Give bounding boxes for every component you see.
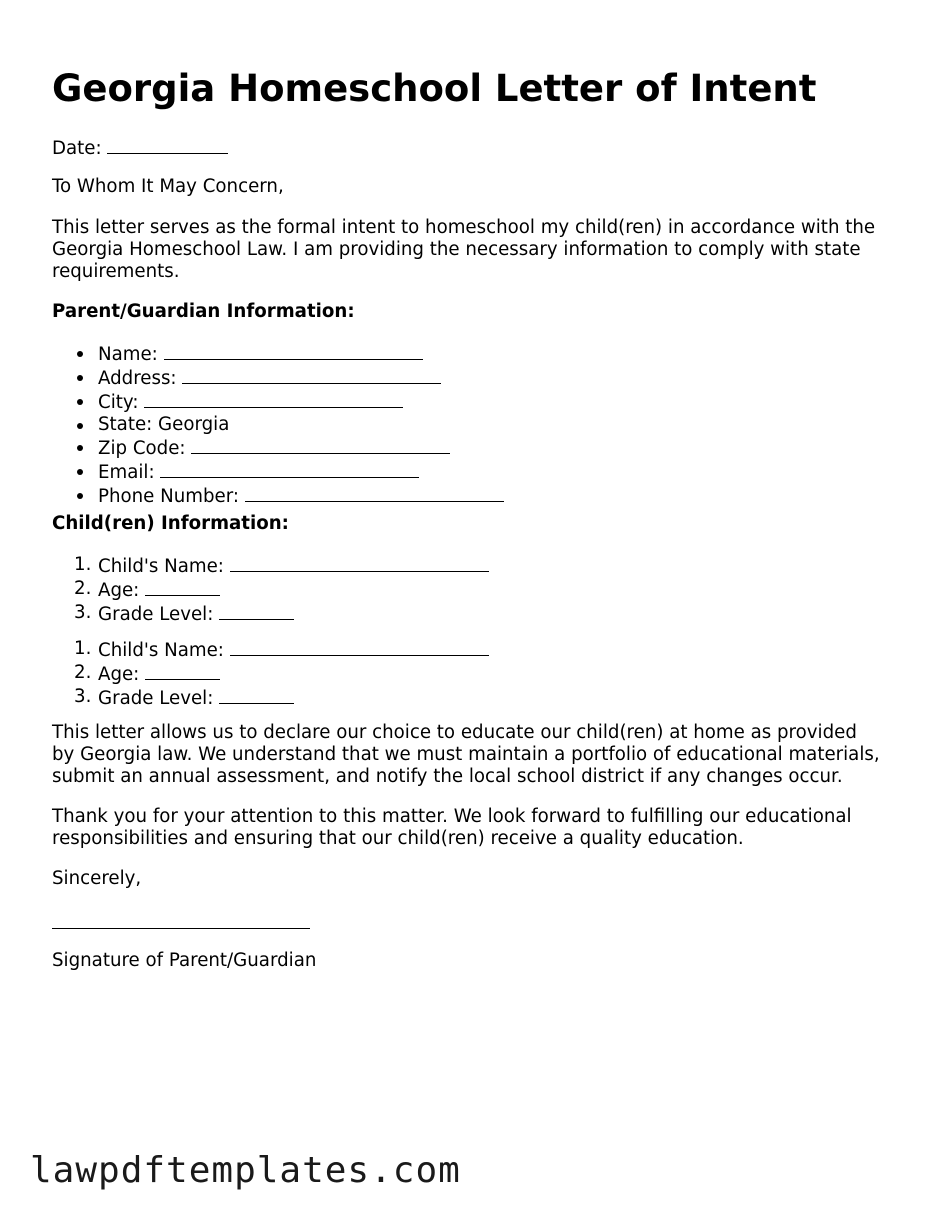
children-section-heading: Child(ren) Information: [52, 513, 289, 534]
list-item-state [52, 414, 504, 436]
item-label: City: [98, 392, 139, 413]
thanks-line: Thank you for your attention to this matter. We look forward to fulfilling our educational [52, 806, 852, 827]
item-label: Phone Number: [98, 486, 239, 507]
child-grade-blank [219, 686, 294, 704]
list-item-city [52, 390, 504, 414]
list-item-phone [52, 484, 504, 508]
list-item-address [52, 366, 504, 390]
item-label: Grade Level: [98, 604, 214, 625]
item-label: Zip Code: [98, 438, 186, 459]
declaration-line: This letter allows us to declare our choice to educate our child(ren) at home as provided [52, 722, 857, 743]
city-blank [144, 390, 403, 408]
email-blank [160, 460, 419, 478]
parent-info-list [52, 342, 504, 508]
declaration-line: by Georgia law. We understand that we must maintain a portfolio of educational materials, [52, 744, 880, 765]
list-item-child-grade [52, 686, 489, 710]
intro-line: requirements. [52, 261, 180, 282]
list-item-child-age [52, 662, 489, 686]
list-item-child-name [52, 638, 489, 662]
date-label: Date: [52, 138, 102, 159]
child-name-blank [230, 638, 489, 656]
child-info-list-1 [52, 554, 489, 626]
item-label: Child's Name: [98, 556, 224, 577]
item-label: Child's Name: [98, 640, 224, 661]
date-blank [107, 136, 228, 154]
item-label: Address: [98, 368, 177, 389]
child-age-blank [145, 662, 220, 680]
item-number: 2. [74, 662, 92, 683]
child-name-blank [230, 554, 489, 572]
intro-line: Georgia Homeschool Law. I am providing the necessary information to comply with state [52, 239, 861, 260]
signature-line [52, 910, 310, 929]
declaration-paragraph [52, 722, 902, 788]
item-label: Age: [98, 580, 140, 601]
salutation: To Whom It May Concern, [52, 176, 284, 197]
item-number: 3. [74, 686, 92, 707]
signature-label: Signature of Parent/Guardian [52, 950, 317, 971]
list-item-child-name [52, 554, 489, 578]
zip-blank [191, 436, 450, 454]
item-label: Email: [98, 462, 155, 483]
thanks-paragraph [52, 806, 902, 850]
list-item-name [52, 342, 504, 366]
child-grade-blank [219, 602, 294, 620]
child-age-blank [145, 578, 220, 596]
item-label: Name: [98, 344, 158, 365]
thanks-line: responsibilities and ensuring that our child(ren) receive a quality education. [52, 828, 744, 849]
list-item-zip [52, 436, 504, 460]
intro-line: This letter serves as the formal intent to homeschool my child(ren) in accordance with the [52, 217, 876, 238]
list-item-child-grade [52, 602, 489, 626]
page-title: Georgia Homeschool Letter of Intent [52, 67, 817, 110]
item-number: 2. [74, 578, 92, 599]
item-number: 1. [74, 638, 92, 659]
item-label: Age: [98, 664, 140, 685]
list-item-email [52, 460, 504, 484]
watermark-text: lawpdftemplates.com [30, 1150, 461, 1191]
item-number: 3. [74, 602, 92, 623]
child-info-list-2 [52, 638, 489, 710]
address-blank [182, 366, 441, 384]
phone-blank [245, 484, 504, 502]
date-line [52, 136, 228, 160]
list-item-child-age [52, 578, 489, 602]
item-label: Grade Level: [98, 688, 214, 709]
parent-section-heading: Parent/Guardian Information: [52, 301, 355, 322]
item-label: State: Georgia [98, 414, 230, 435]
intro-paragraph [52, 217, 902, 283]
declaration-line: submit an annual assessment, and notify the local school district if any changes occur. [52, 766, 843, 787]
name-blank [164, 342, 423, 360]
closing: Sincerely, [52, 868, 142, 889]
item-number: 1. [74, 554, 92, 575]
